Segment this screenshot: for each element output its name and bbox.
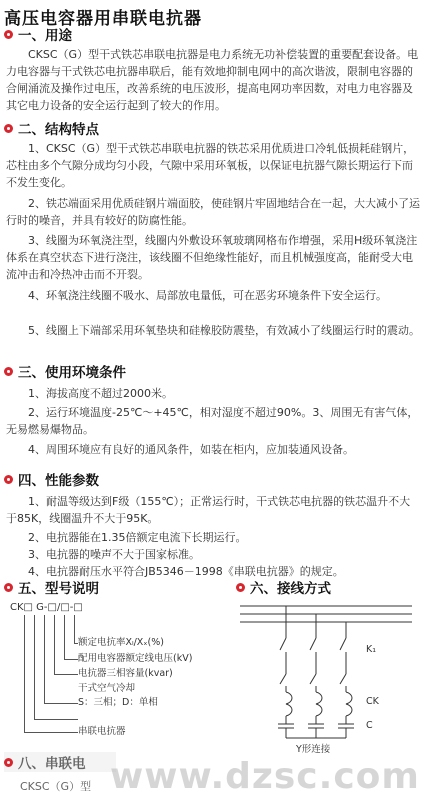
model-line-5: S：三相；D：单相 bbox=[78, 697, 158, 708]
model-line-6: 串联电抗器 bbox=[78, 726, 126, 737]
section-3-item-2: 2、运行环境温度-25℃～+45℃，相对湿度不超过90%。3、周围无有害气体，无易燃易爆物品。 bbox=[6, 406, 419, 436]
model-diagram bbox=[10, 602, 210, 742]
section-4-heading: 四、性能参数 bbox=[4, 470, 99, 488]
section-6-heading: 六、接线方式 bbox=[236, 578, 331, 596]
section-2-item-3: 3、线圈为环氧浇注型，线圈内外敷设环氧玻璃网格布作增强，采用H级环氧浇注体系在真空状态下进行浇注，该线圈不但绝缘性能好，而且机械强度高，能耐受大电流冲击和冷热冲击而不开裂。 bbox=[6, 234, 418, 281]
bullet-icon bbox=[4, 124, 13, 133]
model-code: CK□ G-□/□-□ bbox=[10, 602, 83, 613]
section-3-item-4: 4、周围环境应有良好的通风条件，如装在柜内，应加装通风设备。 bbox=[28, 443, 354, 456]
section-4-item-2: 2、电抗器能在1.35倍额定电流下长期运行。 bbox=[28, 531, 247, 544]
section-3-heading: 三、使用环境条件 bbox=[4, 362, 126, 380]
wiring-diagram bbox=[236, 598, 416, 754]
bullet-icon bbox=[4, 758, 13, 767]
page-title: 高压电容器用串联电抗器 bbox=[4, 9, 202, 29]
model-line-4: 干式空气冷却 bbox=[78, 683, 136, 694]
bullet-icon bbox=[4, 583, 13, 592]
section-2-item-1: 1、CKSC（G）型干式铁芯串联电抗器的铁芯采用优质进口冷轧低损耗硅钢片，芯柱由多个气隙分成均匀小段，气隙中采用环氧板，以保证电抗器气隙长期运行下而不发生变化。 bbox=[6, 142, 415, 189]
section-2-item-5: 5、线圈上下端部采用环氧垫块和硅橡胶防震垫，有效减小了线圈运行时的震动。 bbox=[28, 324, 420, 337]
section-8-text: CKSC（G）型 bbox=[20, 780, 92, 793]
section-4-item-1: 1、耐温等级达到F级（155℃）；正常运行时，干式铁芯电抗器的铁芯温升不大于85K，线圈温升不大于95K。 bbox=[6, 495, 411, 525]
section-4-item-3: 3、电抗器的噪声不大于国家标准。 bbox=[28, 548, 200, 561]
section-8-heading: 八、串联电 bbox=[4, 752, 116, 772]
label-ck: CK bbox=[366, 696, 379, 707]
section-4-item-4: 4、电抗器耐压水平符合JB5346－1998《串联电抗器》的规定。 bbox=[28, 565, 344, 578]
label-c: C bbox=[366, 720, 373, 731]
model-line-1: 额定电抗率Xₗ/Xₓ(%) bbox=[78, 637, 164, 648]
model-line-2: 配用电容器额定线电压(kV) bbox=[78, 653, 193, 664]
section-2-heading: 二、结构特点 bbox=[4, 119, 99, 137]
section-1-heading: 一、用途 bbox=[4, 25, 72, 43]
model-line-3: 电抗器三相容量(kvar) bbox=[78, 668, 173, 679]
wiring-caption: Y形连接 bbox=[296, 744, 331, 755]
watermark: www.dzsc.com bbox=[110, 756, 420, 797]
section-3-item-1: 1、海拔高度不超过2000米。 bbox=[28, 387, 173, 400]
bullet-icon bbox=[4, 30, 13, 39]
wiring-labels bbox=[236, 598, 416, 754]
label-k1: K₁ bbox=[366, 644, 377, 655]
section-5-heading: 五、型号说明 bbox=[4, 578, 99, 596]
bullet-icon bbox=[236, 583, 245, 592]
section-2-item-4: 4、环氧浇注线圈不吸水、局部放电量低，可在恶劣环境条件下安全运行。 bbox=[28, 289, 387, 302]
section-1-text: CKSC（G）型干式铁芯串联电抗器是电力系统无功补偿装置的重要配套设备。电力电容器与干式铁芯电抗器串联后，能有效地抑制电网中的高次谐波，限制电容器的合闸涌流及操作过电压，改善系统的电压波形，提高电网功率因数，对电力电容器及其它电力设备的安全运行起到了较大的作用。 bbox=[6, 48, 419, 112]
bullet-icon bbox=[4, 367, 13, 376]
section-2-item-2: 2、铁芯端面采用优质硅钢片端面胶，使硅钢片牢固地结合在一起，大大减小了运行时的噪音，并具有较好的防腐性能。 bbox=[6, 197, 420, 227]
bullet-icon bbox=[4, 475, 13, 484]
